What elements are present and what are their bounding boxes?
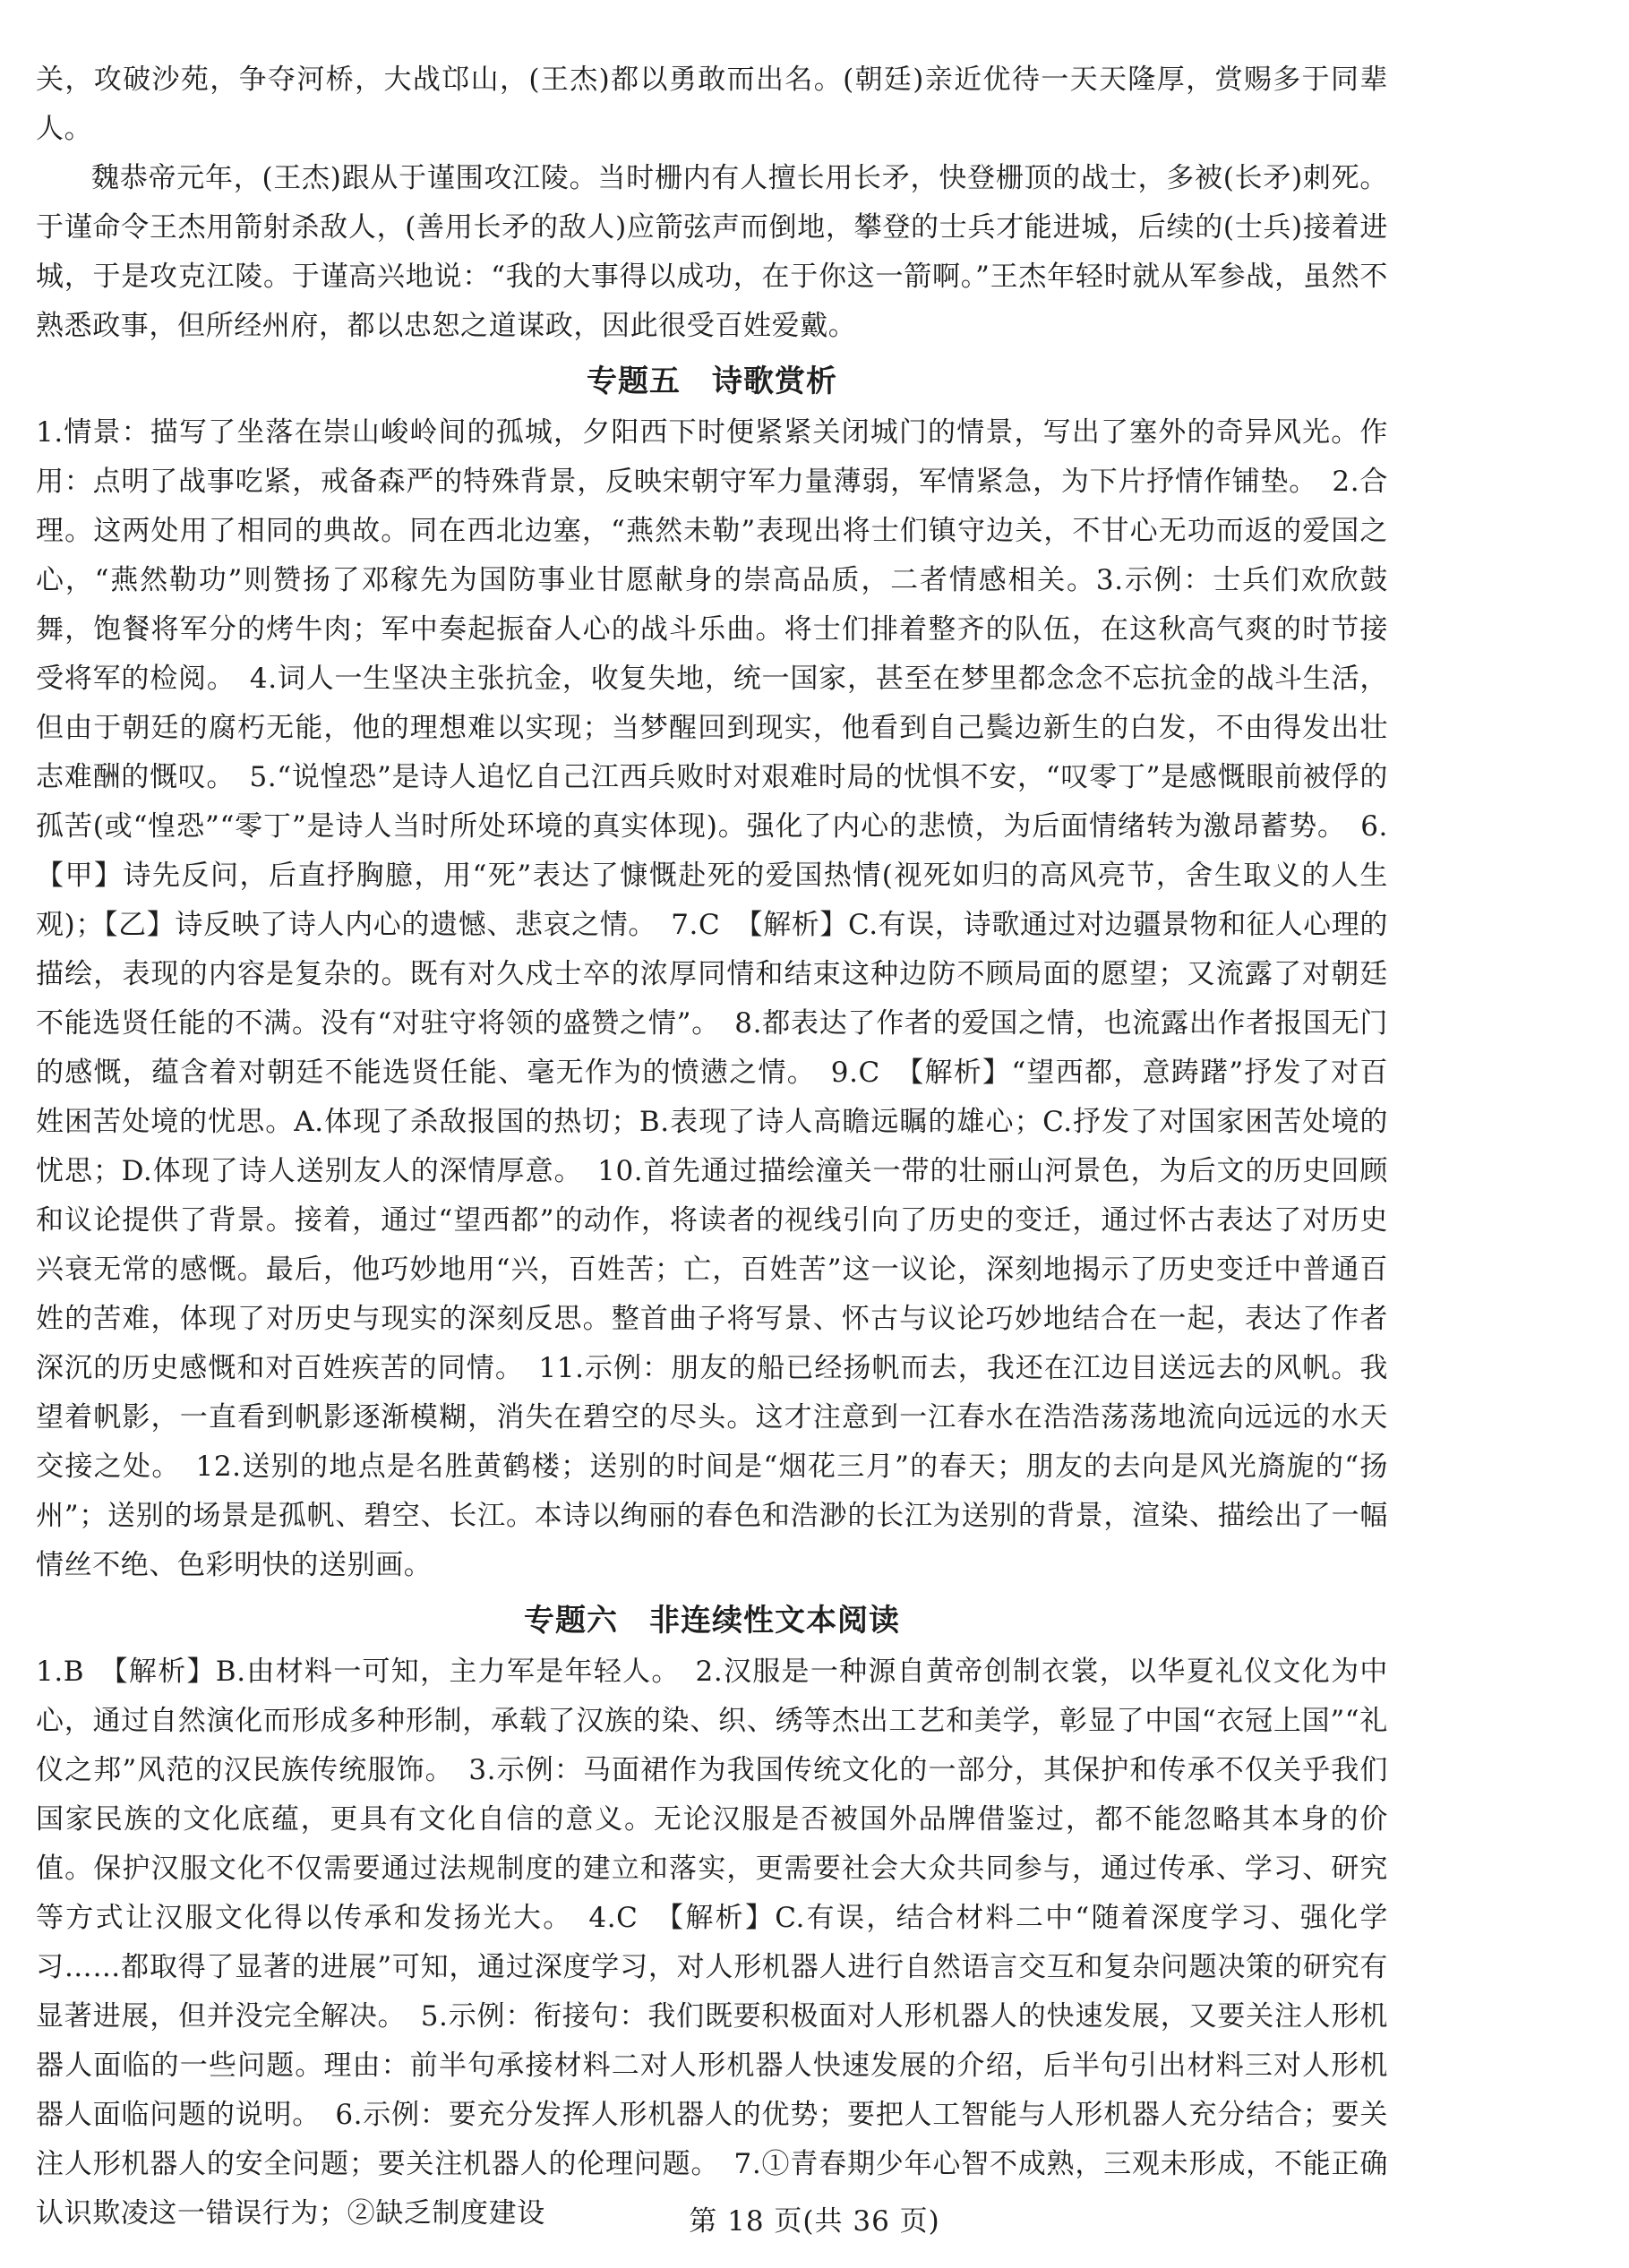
page-number: 第 18 页(共 36 页)	[689, 2205, 940, 2238]
section-title-nonlinear-text: 专题六 非连续性文本阅读	[524, 1603, 900, 1639]
section-body-nonlinear-text: 1.B 【解析】B.由材料一可知，主力军是年轻人。 2.汉服是一种源自黄帝创制衣裳，以华夏礼仪文化为中心，通过自然演化而形成多种形制，承载了汉族的染、织、绣等杰出工艺和美学，彰显了中国“衣冠上国”“礼仪之邦”风范的汉民族传统服饰。 3.示例：马面裙作为我国传统文化的一部分，其保护和传承不仅关乎我们国家民族的文化底蕴，更具有文化自信的意义。无论汉服是否被国外品牌借鉴过，都不能忽略其本身的价值。保护汉服文化不仅需要通过法规制度的建立和落实，更需要社会大众共同参与，通过传承、学习、研究等方式让汉服文化得以传承和发扬光大。 4.C 【解析】C.有误，结合材料二中“随着深度学习、强化学习……都取得了显著的进展”可知，通过深度学习，对人形机器人进行自然语言交互和复杂问题决策的研究有显著进展，但并没完全解决。 5.示例：衔接句：我们既要积极面对人形机器人的快速发展，又要关注人形机器人面临的一些问题。理由：前半句承接材料二对人形机器人快速发展的介绍，后半句引出材料三对人形机器人面临问题的说明。 6.示例：要充分发挥人形机器人的优势；要把人工智能与人形机器人充分结合；要关注人形机器人的安全问题；要关注机器人的伦理问题。 7.①青春期少年心智不成熟，三观未形成，不能正确认识欺凌这一错误行为；②缺乏制度建设	[36, 1656, 1388, 2229]
paragraph-translation-2: 魏恭帝元年，(王杰)跟从于谨围攻江陵。当时栅内有人擅长用长矛，快登栅顶的战士，多被(长矛)刺死。于谨命令王杰用箭射杀敌人，(善用长矛的敌人)应箭弦声而倒地，攀登的士兵才能进城，后续的(士兵)接着进城，于是攻克江陵。于谨高兴地说：“我的大事得以成功，在于你这一箭啊。”王杰年轻时就从军参战，虽然不熟悉政事，但所经州府，都以忠恕之道谋政，因此很受百姓爱戴。	[36, 162, 1388, 342]
answer-page	[36, 56, 1388, 2238]
section-body-poetry: 1.情景：描写了坐落在崇山峻岭间的孤城，夕阳西下时便紧紧关闭城门的情景，写出了塞外的奇异风光。作用：点明了战事吃紧，戒备森严的特殊背景，反映宋朝守军力量薄弱，军情紧急，为下片抒情作铺垫。 2.合理。这两处用了相同的典故。同在西北边塞，“燕然未勒”表现出将士们镇守边关，不甘心无功而返的爱国之心，“燕然勒功”则赞扬了邓稼先为国防事业甘愿献身的崇高品质，二者情感相关。3.示例：士兵们欢欣鼓舞，饱餐将军分的烤牛肉；军中奏起振奋人心的战斗乐曲。将士们排着整齐的队伍，在这秋高气爽的时节接受将军的检阅。 4.词人一生坚决主张抗金，收复失地，统一国家，甚至在梦里都念念不忘抗金的战斗生活，但由于朝廷的腐朽无能，他的理想难以实现；当梦醒回到现实，他看到自己鬓边新生的白发，不由得发出壮志难酬的慨叹。 5.“说惶恐”是诗人追忆自己江西兵败时对艰难时局的忧惧不安，“叹零丁”是感慨眼前被俘的孤苦(或“惶恐”“零丁”是诗人当时所处环境的真实体现)。强化了内心的悲愤，为后面情绪转为激昂蓄势。 6.【甲】诗先反问，后直抒胸臆，用“死”表达了慷慨赴死的爱国热情(视死如归的高风亮节，舍生取义的人生观)；【乙】诗反映了诗人内心的遗憾、悲哀之情。 7.C 【解析】C.有误，诗歌通过对边疆景物和征人心理的描绘，表现的内容是复杂的。既有对久戍士卒的浓厚同情和结束这种边防不顾局面的愿望；又流露了对朝廷不能选贤任能的不满。没有“对驻守将领的盛赞之情”。 8.都表达了作者的爱国之情，也流露出作者报国无门的感慨，蕴含着对朝廷不能选贤任能、毫无作为的愤懑之情。 9.C 【解析】“望西都，意踌躇”抒发了对百姓困苦处境的忧思。A.体现了杀敌报国的热切；B.表现了诗人高瞻远瞩的雄心；C.抒发了对国家困苦处境的忧思；D.体现了诗人送别友人的深情厚意。 10.首先通过描绘潼关一带的壮丽山河景色，为后文的历史回顾和议论提供了背景。接着，通过“望西都”的动作，将读者的视线引向了历史的变迁，通过怀古表达了对历史兴衰无常的感慨。最后，他巧妙地用“兴，百姓苦；亡，百姓苦”这一议论，深刻地揭示了历史变迁中普通百姓的苦难，体现了对历史与现实的深刻反思。整首曲子将写景、怀古与议论巧妙地结合在一起，表达了作者深沉的历史感慨和对百姓疾苦的同情。 11.示例：朋友的船已经扬帆而去，我还在江边目送远去的风帆。我望着帆影，一直看到帆影逐渐模糊，消失在碧空的尽头。这才注意到一江春水在浩浩荡荡地流向远远的水天交接之处。 12.送别的地点是名胜黄鹤楼；送别的时间是“烟花三月”的春天；朋友的去向是风光旖旎的“扬州”；送别的场景是孤帆、碧空、长江。本诗以绚丽的春色和浩渺的长江为送别的背景，渲染、描绘出了一幅情丝不绝、色彩明快的送别画。	[36, 416, 1388, 1581]
paragraph-translation-1: 关，攻破沙苑，争夺河桥，大战邙山，(王杰)都以勇敢而出名。(朝廷)亲近优待一天天隆厚，赏赐多于同辈人。	[36, 64, 1388, 145]
section-title-poetry: 专题五 诗歌赏析	[587, 364, 837, 399]
